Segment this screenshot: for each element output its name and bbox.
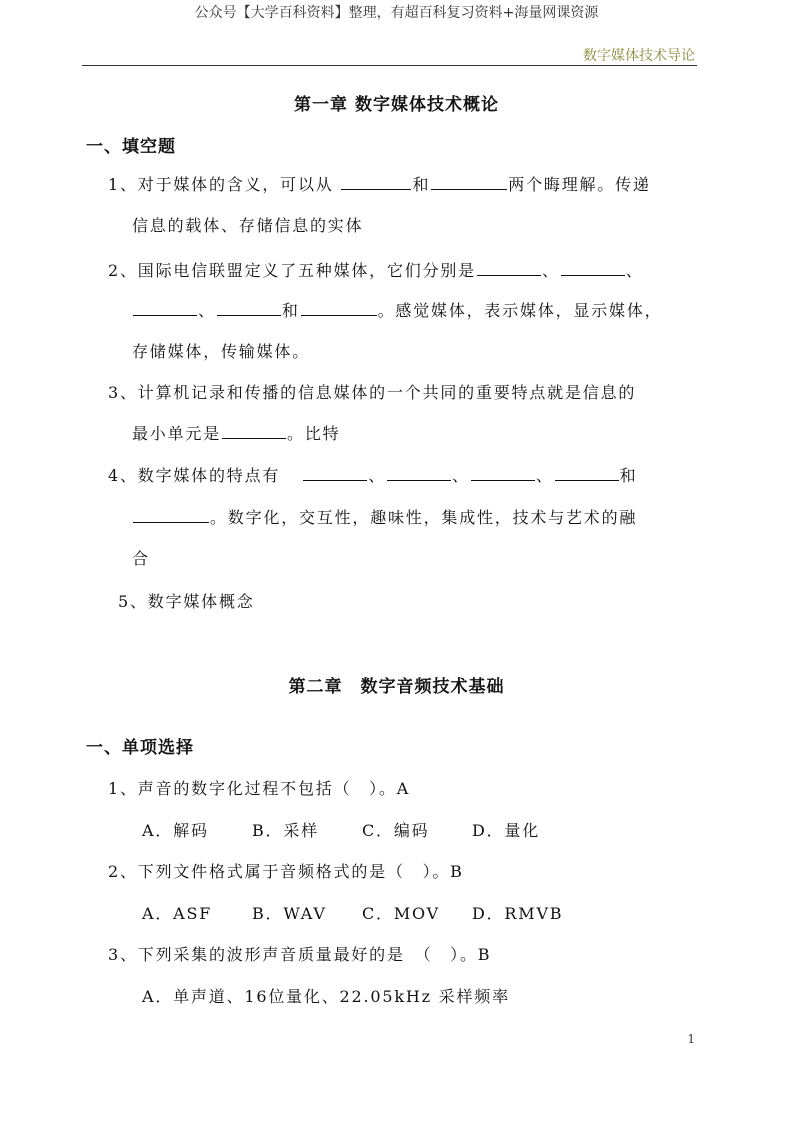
course-header: 数字媒体技术导论 xyxy=(583,48,695,64)
separator: 、 xyxy=(535,466,554,485)
blank xyxy=(431,173,507,190)
ch1-q1-line1 xyxy=(108,172,651,195)
watermark-banner: 公众号【大学百科资料】整理，有超百科复习资料+海量网课资源 xyxy=(194,5,599,21)
separator: 、 xyxy=(625,261,644,280)
chapter-1-title: 第一章 数字媒体技术概论 xyxy=(294,95,499,115)
separator: 、 xyxy=(541,261,560,280)
blank xyxy=(303,464,367,481)
option-a: A．ASF xyxy=(142,904,213,923)
ch1-q1-prefix: 1、对于媒体的含义，可以从 xyxy=(108,175,334,194)
ch1-q4-line2 xyxy=(132,505,637,528)
ch2-q3-option-a: A．单声道、16位量化、22.05kHz 采样频率 xyxy=(142,987,510,1006)
separator: 、 xyxy=(368,466,386,485)
chapter-2-section-single-choice: 一、单项选择 xyxy=(86,738,194,758)
ch2-q1-options xyxy=(142,818,582,841)
blank xyxy=(133,299,197,316)
option-a: A．解码 xyxy=(142,821,209,840)
ch2-q3-text: 3、下列采集的波形声音质量最好的是 （ ）。B xyxy=(108,945,492,964)
option-d: D．量化 xyxy=(472,821,541,840)
blank xyxy=(341,173,411,190)
ch2-q1-text: 1、声音的数字化过程不包括（ ）。A xyxy=(108,779,411,798)
ch1-q3-answer: 。比特 xyxy=(287,424,341,443)
ch1-q1-answer: 信息的载体、存储信息的实体 xyxy=(132,216,364,235)
ch1-q2-answer: 。感觉媒体，表示媒体，显示媒体， xyxy=(377,301,663,320)
ch1-q2-line2 xyxy=(132,298,662,321)
ch2-q2-options xyxy=(142,901,582,924)
ch1-q5: 5、数字媒体概念 xyxy=(118,592,255,611)
blank xyxy=(471,464,535,481)
ch1-q1-mid: 和 xyxy=(412,175,431,194)
ch1-q4-prefix: 4、数字媒体的特点有 xyxy=(108,466,281,485)
option-d: D．RMVB xyxy=(472,904,564,923)
option-b: B．采样 xyxy=(252,821,319,840)
ch1-q2-prefix: 2、国际电信联盟定义了五种媒体，它们分别是 xyxy=(108,261,476,280)
ch1-q4-line1 xyxy=(108,463,637,486)
ch1-q2-answer-cont: 存储媒体，传输媒体。 xyxy=(132,342,311,361)
ch1-q3-prefix: 最小单元是 xyxy=(132,424,222,443)
blank xyxy=(555,464,619,481)
blank xyxy=(222,422,286,439)
option-c: C．MOV xyxy=(362,904,441,923)
page-number: 1 xyxy=(687,1032,695,1046)
blank xyxy=(133,506,209,523)
and-word: 和 xyxy=(281,301,300,320)
option-c: C．编码 xyxy=(362,821,430,840)
ch1-q2-line1 xyxy=(108,258,644,281)
blank xyxy=(477,259,541,276)
blank xyxy=(561,259,625,276)
chapter-1-section-fill-blank: 一、填空题 xyxy=(86,137,176,157)
ch1-q3-line2 xyxy=(132,421,340,444)
separator: 、 xyxy=(198,301,216,320)
header-divider xyxy=(82,65,697,66)
ch1-q1-post: 两个晦理解。传递 xyxy=(508,175,651,194)
ch1-q4-answer: 。数字化，交互性，趣味性，集成性，技术与艺术的融 xyxy=(210,508,638,527)
blank xyxy=(301,299,377,316)
blank xyxy=(387,464,451,481)
option-b: B．WAV xyxy=(252,904,327,923)
blank xyxy=(217,299,281,316)
ch1-q4-answer-cont: 合 xyxy=(132,549,150,568)
ch1-q3-line1: 3、计算机记录和传播的信息媒体的一个共同的重要特点就是信息的 xyxy=(108,383,637,402)
separator: 、 xyxy=(452,466,470,485)
chapter-2-title: 第二章 数字音频技术基础 xyxy=(288,677,505,697)
ch2-q2-text: 2、下列文件格式属于音频格式的是（ ）。B xyxy=(108,862,464,881)
and-word: 和 xyxy=(619,466,638,485)
